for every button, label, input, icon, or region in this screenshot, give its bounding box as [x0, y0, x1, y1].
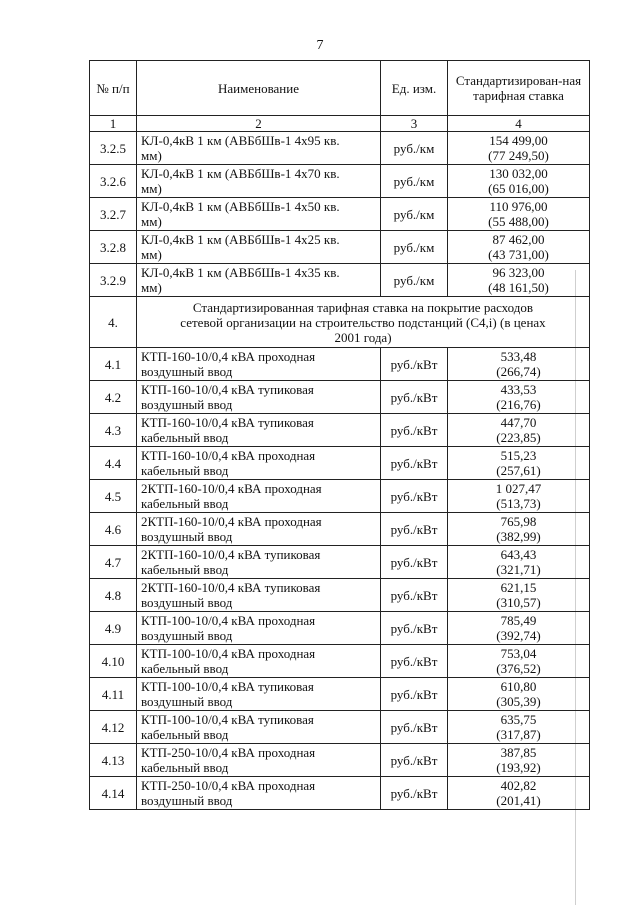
row-name: [137, 381, 381, 414]
row-rate: [448, 678, 590, 711]
row-name-line: кабельный ввод: [141, 496, 229, 511]
row-name-line: КЛ-0,4кВ 1 км (АВБбШв-1 4х95 кв.: [141, 133, 340, 148]
row-number: 4.14: [90, 777, 137, 810]
row-number: 4.11: [90, 678, 137, 711]
row-rate: [448, 165, 590, 198]
section-title-line: 2001 года): [334, 329, 392, 345]
row-name: [137, 645, 381, 678]
row-rate: [448, 231, 590, 264]
row-unit: руб./кВт: [381, 678, 448, 711]
row-name-line: кабельный ввод: [141, 760, 229, 775]
row-rate-value: 621,15: [500, 580, 537, 595]
row-rate-value: 610,80: [500, 679, 537, 694]
row-name-line: воздушный ввод: [141, 793, 233, 808]
row-rate: [448, 744, 590, 777]
row-number: 4.10: [90, 645, 137, 678]
row-number: 4.3: [90, 414, 137, 447]
row-rate-half: (266,74): [496, 364, 541, 379]
row-name-line: КТП-100-10/0,4 кВА тупиковая: [141, 679, 314, 694]
header-unit: Ед. изм.: [381, 61, 448, 116]
table-body: [90, 132, 590, 810]
row-name-line: 2КТП-160-10/0,4 кВА тупиковая: [141, 547, 321, 562]
row-rate-value: 87 462,00: [492, 232, 545, 247]
row-rate-half: (310,57): [496, 595, 541, 610]
row-unit: руб./кВт: [381, 513, 448, 546]
table-row: [90, 678, 590, 711]
table-row: [90, 711, 590, 744]
row-rate-half: (77 249,50): [488, 148, 549, 163]
row-unit: руб./км: [381, 231, 448, 264]
row-rate-value: 130 032,00: [489, 166, 548, 181]
row-rate-value: 515,23: [500, 448, 537, 463]
row-rate-value: 533,48: [500, 349, 537, 364]
row-unit: руб./км: [381, 264, 448, 297]
column-index: 2: [137, 116, 381, 132]
row-rate-value: 765,98: [500, 514, 537, 529]
row-rate-value: 387,85: [500, 745, 537, 760]
row-number: 3.2.8: [90, 231, 137, 264]
row-name-line: мм): [141, 148, 162, 163]
row-rate-value: 785,49: [500, 613, 537, 628]
row-rate-half: (201,41): [496, 793, 541, 808]
table-row: [90, 198, 590, 231]
section-row: [90, 297, 590, 348]
row-rate-half: (317,87): [496, 727, 541, 742]
header-rate: Стандартизирован-ная тарифная ставка: [448, 61, 590, 116]
row-unit: руб./км: [381, 198, 448, 231]
row-unit: руб./кВт: [381, 777, 448, 810]
row-name: [137, 414, 381, 447]
row-rate-half: (216,76): [496, 397, 541, 412]
row-unit: руб./кВт: [381, 645, 448, 678]
row-unit: руб./км: [381, 132, 448, 165]
row-number: 4.6: [90, 513, 137, 546]
table-row: [90, 513, 590, 546]
row-rate-value: 753,04: [500, 646, 537, 661]
row-name: [137, 579, 381, 612]
row-number: 4.2: [90, 381, 137, 414]
row-rate-half: (513,73): [496, 496, 541, 511]
row-rate-value: 643,43: [500, 547, 537, 562]
row-name: [137, 480, 381, 513]
row-unit: руб./кВт: [381, 480, 448, 513]
row-name: [137, 612, 381, 645]
column-index: 1: [90, 116, 137, 132]
row-rate-value: 110 976,00: [489, 199, 548, 214]
row-name-line: КЛ-0,4кВ 1 км (АВБбШв-1 4х35 кв.: [141, 265, 340, 280]
row-number: 3.2.9: [90, 264, 137, 297]
row-unit: руб./кВт: [381, 381, 448, 414]
table-row: [90, 132, 590, 165]
row-name-line: КТП-250-10/0,4 кВА проходная: [141, 745, 316, 760]
row-rate: [448, 198, 590, 231]
row-name-line: КТП-100-10/0,4 кВА тупиковая: [141, 712, 314, 727]
row-rate: [448, 546, 590, 579]
row-name: [137, 264, 381, 297]
row-number: 4.7: [90, 546, 137, 579]
row-name-line: воздушный ввод: [141, 595, 233, 610]
row-rate: [448, 612, 590, 645]
row-name-line: КЛ-0,4кВ 1 км (АВБбШв-1 4х25 кв.: [141, 232, 340, 247]
row-rate-value: 402,82: [500, 778, 537, 793]
row-name-line: КТП-160-10/0,4 кВА проходная: [141, 448, 316, 463]
row-rate-value: 635,75: [500, 712, 537, 727]
row-rate: [448, 414, 590, 447]
table-row: [90, 264, 590, 297]
table-row: [90, 645, 590, 678]
table-row: [90, 579, 590, 612]
header-name: Наименование: [137, 61, 381, 116]
row-name: [137, 711, 381, 744]
row-name-line: кабельный ввод: [141, 661, 229, 676]
row-number: 3.2.7: [90, 198, 137, 231]
section-title-line: Стандартизированная тарифная ставка на покрытие расходов: [192, 299, 534, 315]
row-name-line: кабельный ввод: [141, 430, 229, 445]
row-number: 3.2.5: [90, 132, 137, 165]
row-unit: руб./кВт: [381, 546, 448, 579]
table-row: [90, 414, 590, 447]
row-rate-half: (193,92): [496, 760, 541, 775]
row-rate-half: (321,71): [496, 562, 541, 577]
row-number: 4.8: [90, 579, 137, 612]
row-name: [137, 132, 381, 165]
row-name-line: мм): [141, 214, 162, 229]
table-row: [90, 231, 590, 264]
row-name: [137, 165, 381, 198]
column-index: 3: [381, 116, 448, 132]
row-name-line: КЛ-0,4кВ 1 км (АВБбШв-1 4х50 кв.: [141, 199, 340, 214]
row-unit: руб./кВт: [381, 744, 448, 777]
row-rate: [448, 645, 590, 678]
table-row: [90, 612, 590, 645]
row-name: [137, 678, 381, 711]
row-name: [137, 744, 381, 777]
row-name: [137, 447, 381, 480]
row-name-line: кабельный ввод: [141, 463, 229, 478]
row-number: 4.4: [90, 447, 137, 480]
row-number: 4.1: [90, 348, 137, 381]
row-name-line: КТП-100-10/0,4 кВА проходная: [141, 613, 316, 628]
row-unit: руб./кВт: [381, 612, 448, 645]
row-name-line: КТП-250-10/0,4 кВА проходная: [141, 778, 316, 793]
row-rate: [448, 381, 590, 414]
row-rate-half: (65 016,00): [488, 181, 549, 196]
row-rate-value: 1 027,47: [495, 481, 542, 496]
row-rate: [448, 264, 590, 297]
page-number: 7: [316, 38, 324, 53]
row-number: 4.12: [90, 711, 137, 744]
row-rate: [448, 348, 590, 381]
row-name-line: мм): [141, 247, 162, 262]
row-rate-half: (55 488,00): [488, 214, 549, 229]
section-number: 4.: [90, 297, 137, 348]
row-rate-value: 447,70: [500, 415, 537, 430]
row-rate: [448, 132, 590, 165]
table-row: [90, 480, 590, 513]
row-name-line: воздушный ввод: [141, 529, 233, 544]
row-unit: руб./кВт: [381, 579, 448, 612]
row-unit: руб./кВт: [381, 447, 448, 480]
row-rate-half: (376,52): [496, 661, 541, 676]
row-number: 4.5: [90, 480, 137, 513]
section-title: [137, 297, 590, 348]
row-rate: [448, 579, 590, 612]
row-rate-value: 96 323,00: [492, 265, 545, 280]
row-number: 4.13: [90, 744, 137, 777]
row-unit: руб./км: [381, 165, 448, 198]
tariff-table: [89, 60, 590, 810]
table-row: [90, 546, 590, 579]
table-row: [90, 165, 590, 198]
header-row: [90, 61, 590, 116]
section-title-line: сетевой организации на строительство подстанций (С4,i) (в ценах: [180, 314, 546, 330]
row-name: [137, 777, 381, 810]
row-name-line: кабельный ввод: [141, 727, 229, 742]
row-rate-value: 433,53: [500, 382, 537, 397]
row-name-line: КЛ-0,4кВ 1 км (АВБбШв-1 4х70 кв.: [141, 166, 340, 181]
table-row: [90, 348, 590, 381]
row-rate: [448, 513, 590, 546]
row-name: [137, 198, 381, 231]
row-number: 3.2.6: [90, 165, 137, 198]
row-name-line: воздушный ввод: [141, 397, 233, 412]
row-rate: [448, 777, 590, 810]
row-name-line: воздушный ввод: [141, 364, 233, 379]
row-rate-half: (382,99): [496, 529, 541, 544]
row-name-line: воздушный ввод: [141, 694, 233, 709]
row-name-line: воздушный ввод: [141, 628, 233, 643]
row-name-line: мм): [141, 181, 162, 196]
table-row: [90, 447, 590, 480]
row-rate: [448, 480, 590, 513]
row-name: [137, 231, 381, 264]
row-name-line: 2КТП-160-10/0,4 кВА тупиковая: [141, 580, 321, 595]
row-name-line: КТП-100-10/0,4 кВА проходная: [141, 646, 316, 661]
row-unit: руб./кВт: [381, 348, 448, 381]
column-index-row: [90, 116, 590, 132]
row-name-line: КТП-160-10/0,4 кВА тупиковая: [141, 382, 314, 397]
row-rate-half: (392,74): [496, 628, 541, 643]
row-rate-half: (43 731,00): [488, 247, 549, 262]
row-unit: руб./кВт: [381, 414, 448, 447]
row-rate-half: (223,85): [496, 430, 541, 445]
row-number: 4.9: [90, 612, 137, 645]
row-name-line: кабельный ввод: [141, 562, 229, 577]
row-rate-half: (48 161,50): [488, 280, 549, 295]
row-unit: руб./кВт: [381, 711, 448, 744]
row-name: [137, 348, 381, 381]
row-rate: [448, 447, 590, 480]
table-row: [90, 744, 590, 777]
table-row: [90, 777, 590, 810]
row-name-line: КТП-160-10/0,4 кВА проходная: [141, 349, 316, 364]
row-name-line: 2КТП-160-10/0,4 кВА проходная: [141, 514, 322, 529]
header-number: № п/п: [90, 61, 137, 116]
row-rate-value: 154 499,00: [489, 133, 548, 148]
column-index: 4: [448, 116, 590, 132]
row-name: [137, 513, 381, 546]
row-rate-half: (257,61): [496, 463, 541, 478]
table-row: [90, 381, 590, 414]
row-rate-half: (305,39): [496, 694, 541, 709]
row-name-line: КТП-160-10/0,4 кВА тупиковая: [141, 415, 314, 430]
row-name: [137, 546, 381, 579]
row-name-line: 2КТП-160-10/0,4 кВА проходная: [141, 481, 322, 496]
row-name-line: мм): [141, 280, 162, 295]
row-rate: [448, 711, 590, 744]
